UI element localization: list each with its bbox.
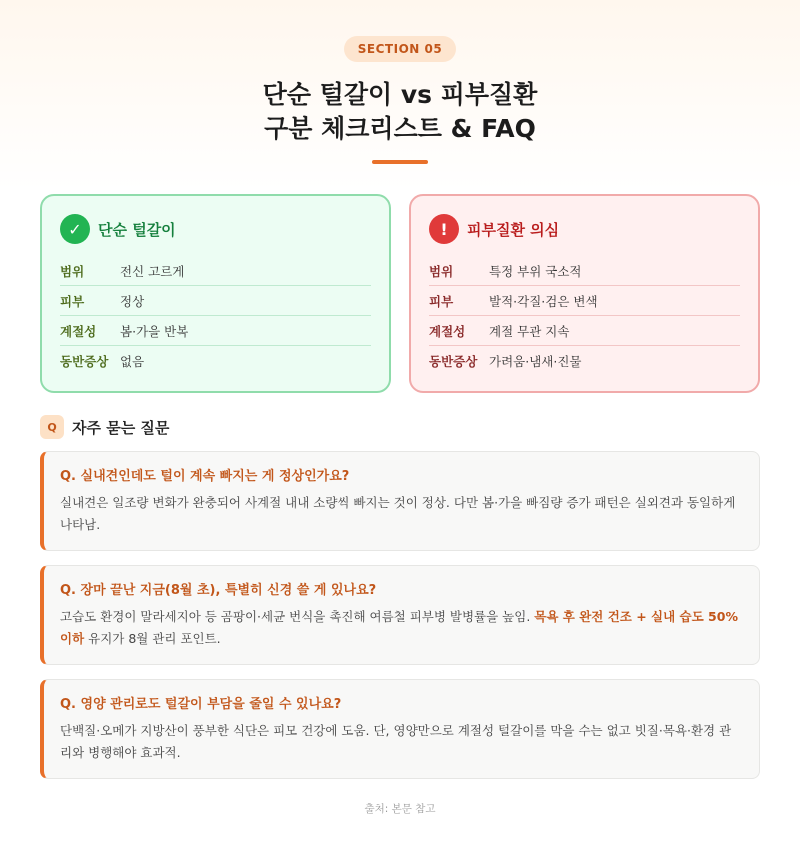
faq-item (40, 679, 760, 779)
checklist-row (60, 316, 371, 346)
answer-text: 고습도 환경이 말라세지아 등 곰팡이·세균 번식을 촉진해 여름철 피부병 발병률을 높임. (60, 609, 535, 624)
row-value: 계절 무관 지속 (489, 323, 570, 339)
title-line-2: 구분 체크리스트 & FAQ (264, 114, 536, 143)
row-label: 범위 (60, 263, 85, 279)
skin-disease-card (409, 194, 760, 393)
row-value: 전신 고르게 (120, 263, 185, 279)
title-underline (372, 160, 428, 164)
section-badge: SECTION 05 (344, 36, 456, 62)
card-title: 피부질환 의심 (467, 220, 560, 239)
question-icon: Q (40, 415, 64, 439)
row-label: 계절성 (60, 323, 97, 339)
faq-title: 자주 묻는 질문 (72, 418, 170, 437)
checklist-row (60, 286, 371, 316)
row-label: 계절성 (429, 323, 466, 339)
checklist-row (429, 316, 740, 346)
card-header (60, 214, 371, 244)
faq-answer: 단백질·오메가 지방산이 풍부한 식단은 피모 건강에 도움. 단, 영양만으로 계절성 털갈이를 막을 수는 없고 빗질·목욕·환경 관리와 병행해야 효과적. (60, 723, 732, 760)
faq-question: Q. 장마 끝난 지금(8월 초), 특별히 신경 쓸 게 있나요? (60, 583, 377, 598)
page-title (0, 78, 800, 146)
checklist-row (429, 346, 740, 376)
faq-item (40, 565, 760, 665)
card-title: 단순 털갈이 (98, 220, 176, 239)
row-value: 발적·각질·검은 변색 (489, 293, 598, 309)
faq-list (0, 451, 800, 779)
row-label: 동반증상 (429, 354, 478, 369)
row-label: 범위 (429, 263, 454, 279)
title-line-1: 단순 털갈이 vs 피부질환 (262, 80, 538, 109)
row-label: 동반증상 (60, 354, 109, 369)
comparison-cards (40, 194, 760, 393)
row-label: 피부 (60, 293, 85, 309)
checklist-row (60, 346, 371, 376)
normal-shedding-card (40, 194, 391, 393)
faq-question: Q. 실내견인데도 털이 계속 빠지는 게 정상인가요? (60, 469, 350, 484)
faq-question: Q. 영양 관리로도 털갈이 부담을 줄일 수 있나요? (60, 697, 342, 712)
answer-highlight: 목욕 후 완전 건조 + 실내 습도 50% 이하 (60, 609, 738, 646)
answer-text: 유지가 8월 관리 포인트. (84, 631, 221, 646)
checklist-row (60, 256, 371, 286)
card-header (429, 214, 740, 244)
exclamation-icon: ! (429, 214, 459, 244)
row-value: 특정 부위 국소적 (489, 263, 582, 279)
row-value: 정상 (120, 293, 145, 309)
checklist-row (429, 286, 740, 316)
row-value: 없음 (120, 354, 145, 369)
row-value: 봄·가을 반복 (120, 323, 189, 339)
row-value: 가려움·냄새·진물 (489, 354, 582, 369)
faq-answer (60, 606, 743, 650)
source-note: 출처: 본문 참고 (364, 803, 436, 815)
faq-item (40, 451, 760, 551)
row-label: 피부 (429, 293, 454, 309)
header (0, 0, 800, 164)
checklist-row (429, 256, 740, 286)
faq-header (40, 415, 760, 439)
faq-answer: 실내견은 일조량 변화가 완충되어 사계절 내내 소량씩 빠지는 것이 정상. 다만 봄·가을 빠짐량 증가 패턴은 실외견과 동일하게 나타남. (60, 495, 736, 532)
check-icon: ✓ (60, 214, 90, 244)
